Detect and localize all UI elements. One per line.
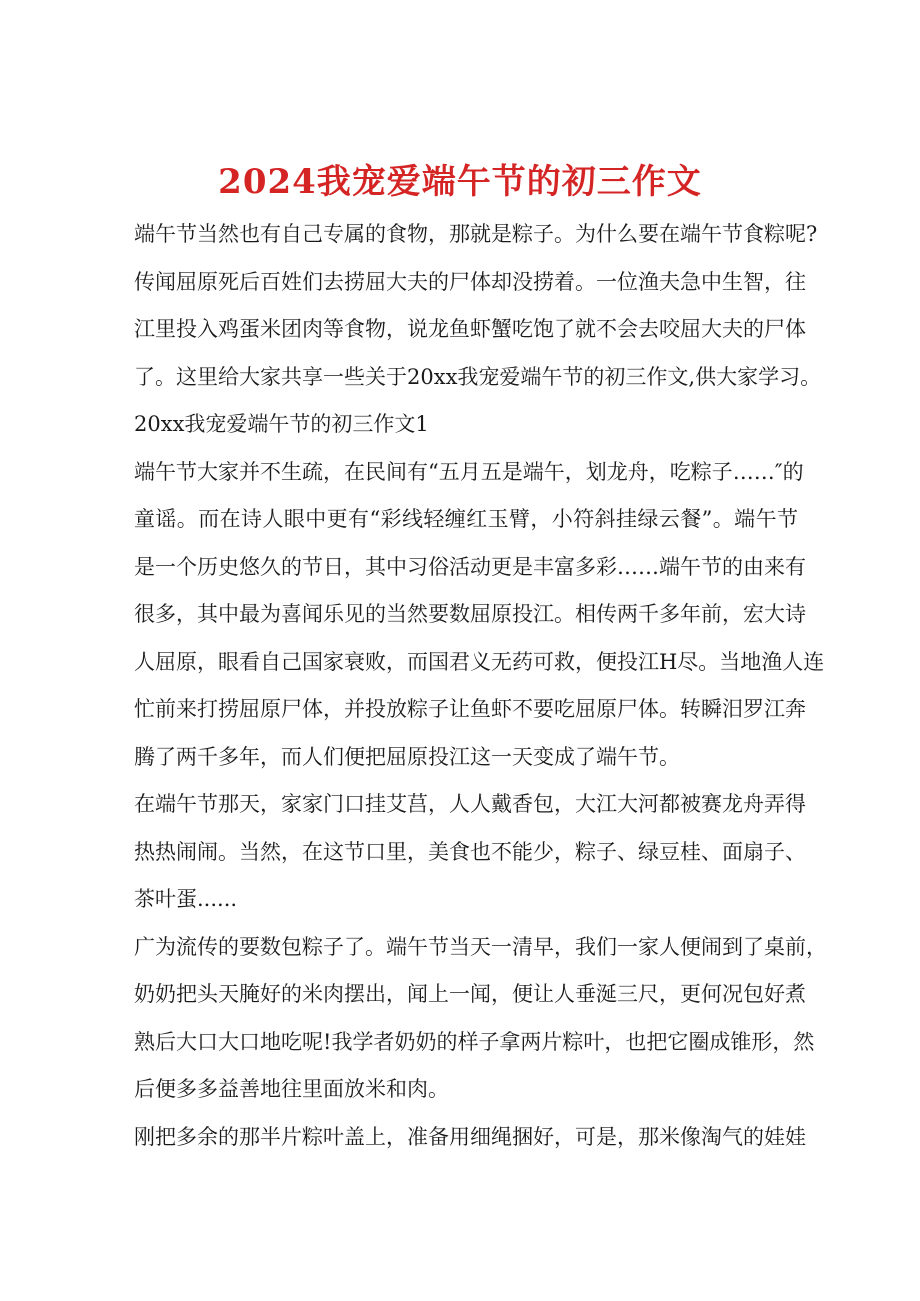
paragraph <box>134 924 827 1114</box>
text-line: 广为流传的要数包粽子了。端午节当天一清早，我们一家人便闹到了桌前， <box>134 934 827 959</box>
document-body <box>134 211 827 1161</box>
text-line: 在端午节那天，家家门口挂艾莒，人人戴香包，大江大河都被赛龙舟弄得 <box>134 792 806 816</box>
paragraph <box>134 211 822 401</box>
text-line: 很多，其中最为喜闻乐见的当然要数屈原投江。相传两千多年前，宏大诗 <box>134 602 806 626</box>
section-heading <box>134 401 798 449</box>
text-line: 热热闹闹。当然，在这节口里，美食也不能少，粽子、绿豆桂、面扇子、 <box>134 839 806 864</box>
text-line: 是一个历史悠久的节日，其中习俗活动更是丰富多彩……端午节的由来有 <box>134 554 806 579</box>
text-line: 忙前来打捞屈原尸体，并投放粽子让鱼虾不要吃屈原尸体。转瞬汨罗江奔 <box>134 697 806 721</box>
text-line: 了。这里给大家共享一些关于20xx我宠爱端午节的初三作文,供大家学习。 <box>134 364 822 389</box>
paragraph <box>134 449 825 782</box>
text-line: 腾了两千多年，而人们便把屈原投江这一天变成了端午节。 <box>134 744 680 769</box>
heading-text: 20xx我宠爱端午节的初三作文1 <box>134 412 429 436</box>
text-line: 熟后大口大口地吃呢!我学者奶奶的样子拿两片粽叶，也把它圈成锥形，然 <box>134 1029 815 1054</box>
text-line: 端午节大家并不生疏，在民间有“五月五是端午，划龙舟，吃粽子……″的 <box>134 459 804 484</box>
text-line: 人屈原，眼看自己国家衰败，而国君义无药可救，便投江H尽。当地渔人连 <box>134 649 825 674</box>
text-line: 奶奶把头天腌好的米肉摆出，闻上一闻，便让人垂涎三尺，更何况包好煮 <box>134 982 806 1006</box>
paragraph <box>134 781 806 924</box>
paragraph <box>134 1114 806 1162</box>
text-line: 刚把多余的那半片粽叶盖上，准备用细绳捆好，可是，那米像淘气的娃娃 <box>134 1124 806 1149</box>
text-line: 茶叶蛋...... <box>134 887 238 911</box>
text-line: 传闻屈原死后百姓们去捞屈大夫的尸体却没捞着。一位渔夫急中生智，往 <box>134 269 806 294</box>
text-line: 端午节当然也有自己专属的食物，那就是粽子。为什么要在端午节食粽呢? <box>134 222 818 246</box>
text-line: 后便多多益善地往里面放米和肉。 <box>134 1077 449 1101</box>
text-line: 江里投入鸡蛋米团肉等食物，说龙鱼虾蟹吃饱了就不会去咬屈大夫的尸体 <box>134 317 806 341</box>
document-title: 2024我宠爱端午节的初三作文 <box>218 161 702 202</box>
text-line: 童谣。而在诗人眼中更有“彩线轻缠红玉臂，小符斜挂绿云餐”。端午节 <box>134 507 798 531</box>
